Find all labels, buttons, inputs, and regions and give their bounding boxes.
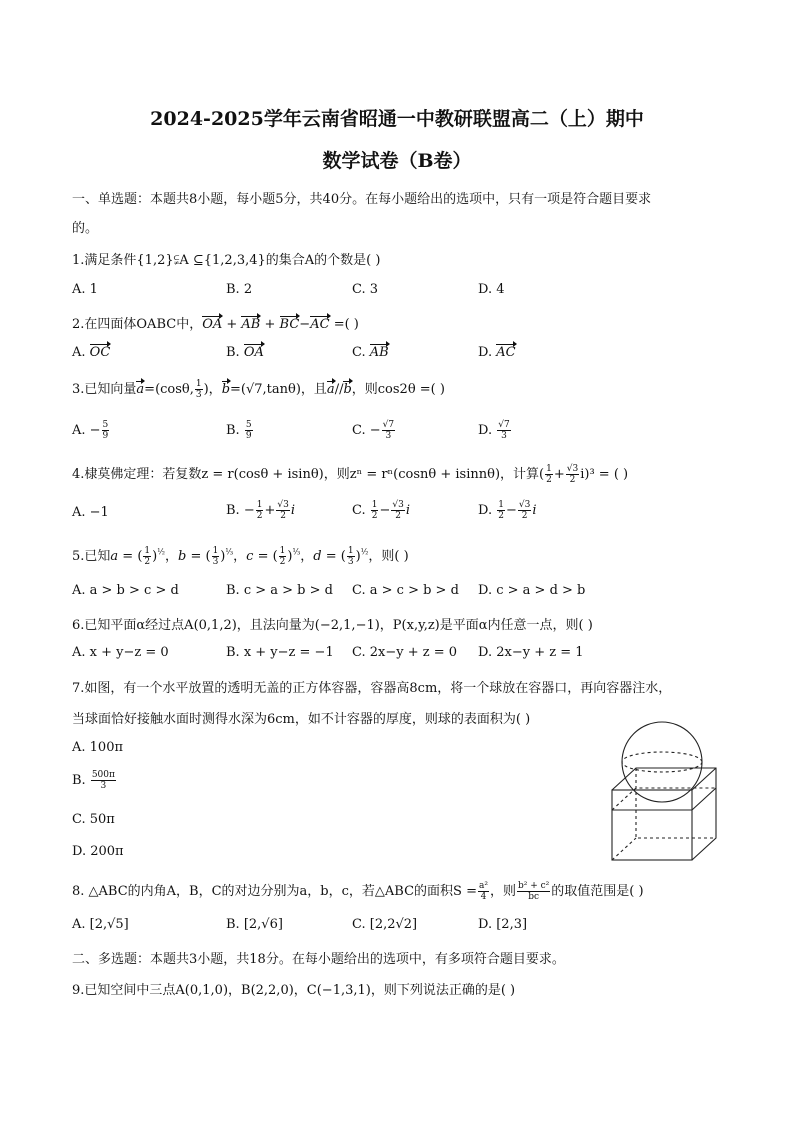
question-7-stem: 7.如图，有一个水平放置的透明无盖的正方体容器，容器高8cm，将一个球放在容器口，再向容器注水， (72, 681, 672, 696)
q2-stem-post: =( ) (333, 317, 359, 332)
vector-ab: AB (241, 317, 261, 332)
q3-option-d: D. $\frac{√7}{3}$ (478, 420, 510, 441)
vector-a: a (136, 382, 145, 397)
question-8-stem: 8. △ABC的内角A，B，C的对边分别为a，b，c，若△ABC的面积S = $\frac{\text{a²}}{4}$ ，则 $\frac{\text{b² + c²}}{bc}$ 的取值范围是( ) (72, 881, 644, 902)
q8-option-b: B. [2,√6] (226, 917, 283, 932)
exam-title-line2: 数学试卷（B卷） (322, 150, 472, 172)
section2-heading: 二、多选题：本题共3小题，共18分。在每小题给出的选项中，有多项符合题目要求。 (72, 952, 565, 967)
question-7-stem-cont: 当球面恰好接触水面时测得水深为6cm，如不计容器的厚度，则球的表面积为( ) (72, 712, 531, 727)
vector-bc: BC (279, 317, 300, 332)
q1-option-b: B. 2 (226, 282, 253, 297)
q7-option-c: C. 50π (72, 812, 115, 827)
q7-option-b: B. $\frac{500\pi}{3}$ (72, 770, 115, 791)
vector-ac: AC (310, 317, 330, 332)
q8-option-c: C. [2,2√2] (352, 917, 418, 932)
q3-option-c: C. − $\frac{√7}{3}$ (352, 420, 395, 441)
q2-option-d: D. AC (478, 345, 516, 360)
q7-option-d: D. 200π (72, 844, 124, 859)
q5-option-a: A. a > b > c > d (72, 583, 179, 598)
q4-option-d: D. $\frac{1}{2}$ − $\frac{√3}{2}$ i (478, 500, 537, 521)
q6-option-b: B. x + y−z = −1 (226, 645, 334, 660)
q4-option-b: B. − $\frac{1}{2}$ + $\frac{√3}{2}$ i (226, 500, 295, 521)
question-9-stem: 9.已知空间中三点A(0,1,0)，B(2,2,0)，C(−1,3,1)，则下列说法正确的是( ) (72, 983, 516, 998)
q8-option-d: D. [2,3] (478, 917, 528, 932)
q6-option-c: C. 2x−y + z = 0 (352, 645, 458, 660)
section1-heading-cont: 的。 (72, 221, 99, 236)
q3-option-a: A. − $\frac{5}{9}$ (72, 420, 109, 441)
q2-option-b: B. OA (226, 345, 264, 360)
question-6-stem: 6.已知平面α经过点A(0,1,2)，且法向量为(−2,1,−1)，P(x,y,z)是平面α内任意一点，则( ) (72, 618, 593, 633)
question-3-stem: 3.已知向量a=(cosθ, $\frac{1}{3}$ )，b=(√7,tanθ)，且a//b，则cos2θ =( ) (72, 379, 445, 400)
q2-option-a: A. OC (72, 345, 111, 360)
q7-option-a: A. 100π (72, 740, 124, 755)
q3-option-b: B. $\frac{5}{9}$ (226, 420, 252, 441)
vector-b: b (221, 382, 231, 397)
question-5-stem: 5.已知a = ( $\frac{1}{2}$ )$^{\frac{1}{2}}$，b = ( $\frac{1}{3}$ )$^{\frac{1}{3}}$，c = ( $\frac{1}{2}$ )$^{\frac{1}{3}}$，d = ( $\frac{1}{3}$ )$^{\frac{1}{2}}$，则( ) (72, 546, 409, 567)
q6-option-a: A. x + y−z = 0 (72, 645, 169, 660)
q8-option-a: A. [2,√5] (72, 917, 129, 932)
q1-option-a: A. 1 (72, 282, 98, 297)
vector-oa: OA (202, 317, 223, 332)
q5-option-b: B. c > a > b > d (226, 583, 333, 598)
question-1-stem: 1.满足条件{1,2}⫋A ⊆{1,2,3,4}的集合A的个数是( ) (72, 253, 381, 268)
q5-option-c: C. a > c > b > d (352, 583, 459, 598)
q1-option-c: C. 3 (352, 282, 379, 297)
q4-option-c: C. $\frac{1}{2}$ − $\frac{√3}{2}$ i (352, 500, 411, 521)
section1-heading: 一、单选题：本题共8小题，每小题5分，共40分。在每小题给出的选项中，只有一项是符合题目要求 (72, 192, 652, 207)
question-2-stem: 2.在四面体OABC中，OA + AB + BC−AC =( ) (72, 317, 359, 332)
q2-option-c: C. AB (352, 345, 389, 360)
exam-title-line1: 2024-2025学年云南省昭通一中教研联盟高二（上）期中 (150, 108, 644, 130)
fraction: $\frac{1}{3}$ (195, 379, 202, 400)
q4-option-a: A. −1 (72, 505, 109, 520)
q5-option-d: D. c > a > d > b (478, 583, 586, 598)
q6-option-d: D. 2x−y + z = 1 (478, 645, 584, 660)
cube-with-sphere-figure (606, 714, 724, 862)
question-4-stem: 4.棣莫佛定理：若复数z = r(cosθ + isinθ)，则zⁿ = rⁿ(cosnθ + isinnθ)，计算( $\frac{1}{2}$ + $\frac{√3}{2}$ i)³ = ( ) (72, 464, 629, 485)
q1-option-d: D. 4 (478, 282, 505, 297)
q2-stem-pre: 2.在四面体OABC中， (72, 317, 203, 332)
